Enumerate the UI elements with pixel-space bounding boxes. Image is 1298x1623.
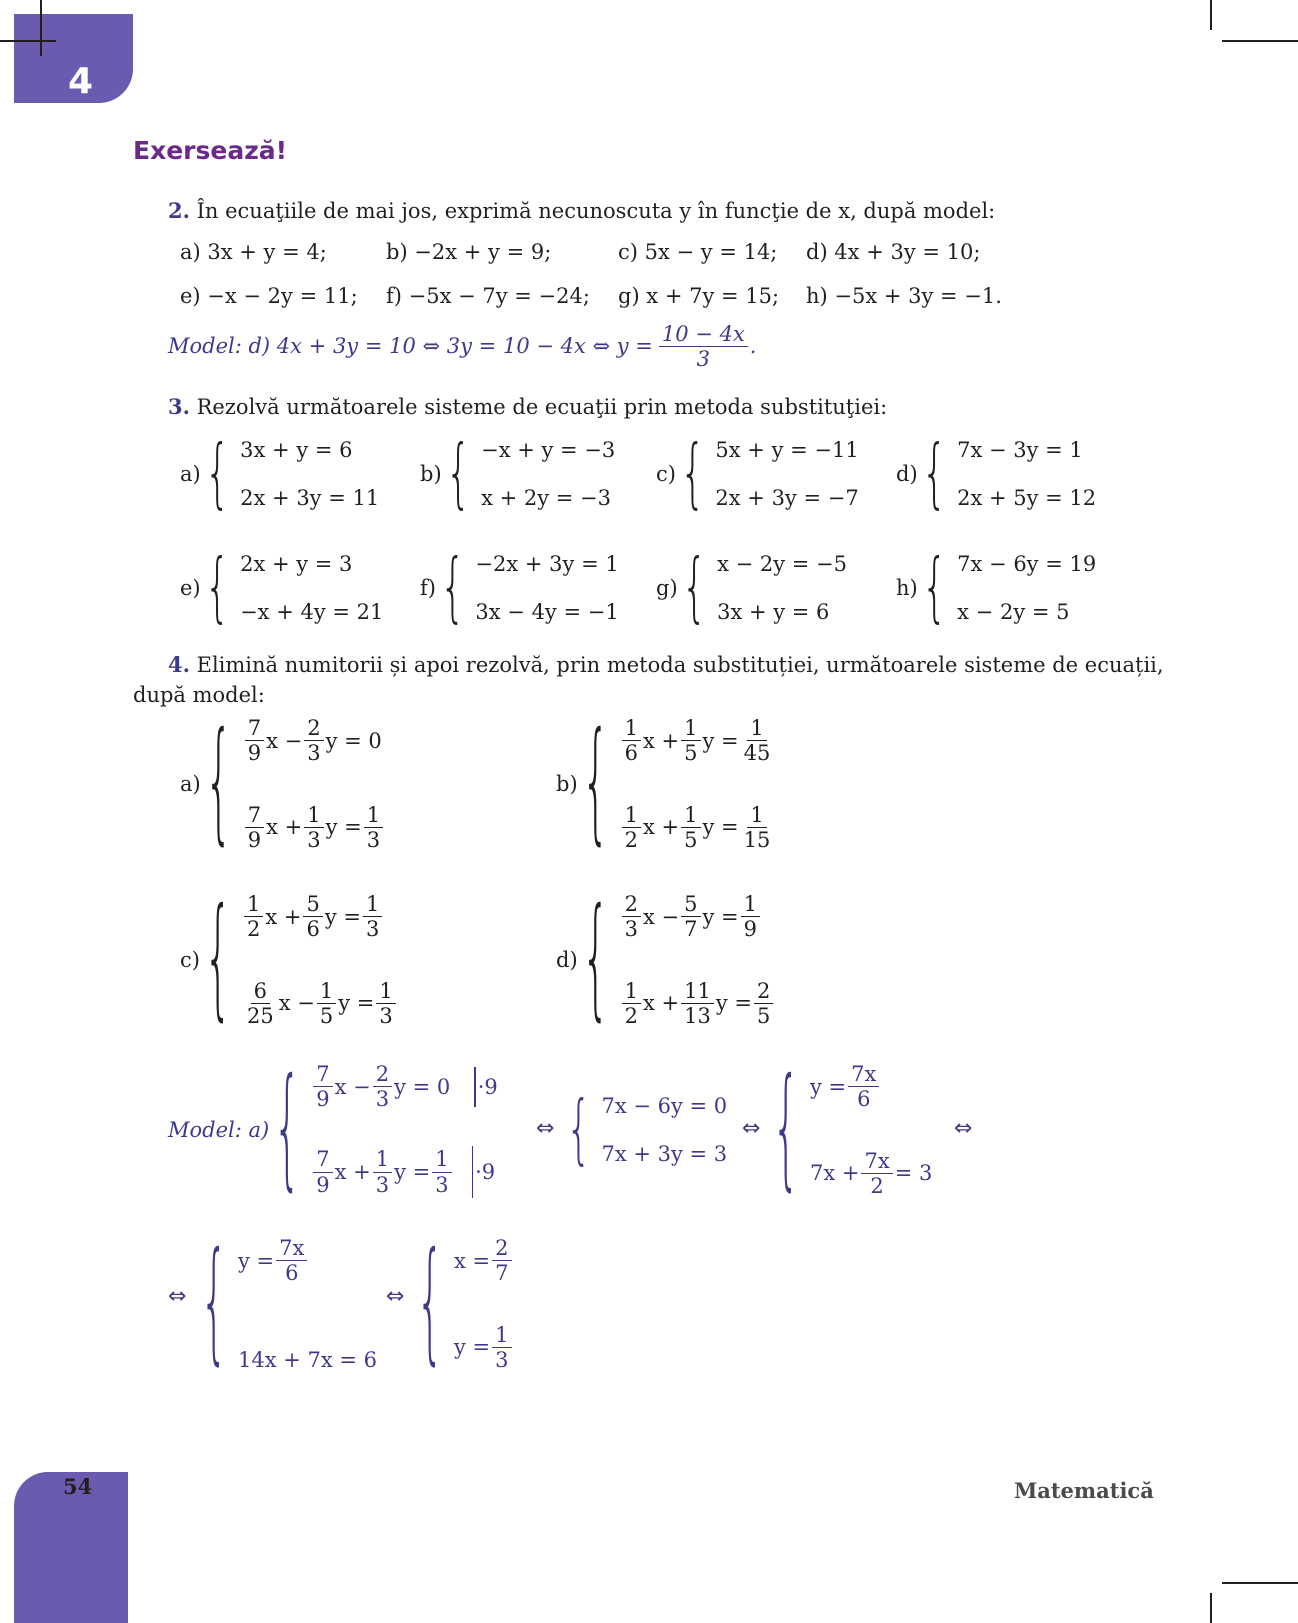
crop-mark xyxy=(1222,1582,1298,1584)
equation: 7x + 3y = 3 xyxy=(601,1142,728,1166)
fraction-numerator: 2 xyxy=(622,892,641,917)
equation: 5x + y = −11 xyxy=(715,438,859,462)
fraction-numerator: 7 xyxy=(313,1062,332,1087)
equation xyxy=(620,892,776,941)
fraction-denominator: 3 xyxy=(379,1003,393,1028)
fraction-numerator: 1 xyxy=(681,803,700,828)
equation: 3x + y = 6 xyxy=(717,600,830,624)
fraction xyxy=(313,1062,332,1111)
ex2-model xyxy=(168,322,756,371)
math-term: x + xyxy=(265,904,302,929)
equation: 2x + 3y = −7 xyxy=(715,486,859,510)
fraction-numerator: 1 xyxy=(622,979,641,1004)
fraction xyxy=(741,803,774,852)
fraction xyxy=(861,1149,892,1198)
equation-rows xyxy=(620,892,776,1028)
fraction xyxy=(681,716,700,765)
fraction xyxy=(304,803,323,852)
brace-symbol: { xyxy=(581,882,610,1035)
math-term: x − xyxy=(278,991,315,1016)
equation xyxy=(620,803,776,852)
math-term: y = xyxy=(394,1160,431,1184)
fraction-denominator: 9 xyxy=(743,917,758,942)
equation-rows xyxy=(242,892,398,1028)
system-label: f) xyxy=(420,576,436,600)
fraction xyxy=(622,716,641,765)
equation-rows xyxy=(481,438,615,510)
statement-text: după model: xyxy=(133,683,265,707)
fraction-numerator: 1 xyxy=(622,716,641,741)
fraction-numerator: 1 xyxy=(747,803,766,828)
equivalence-icon: ⇔ xyxy=(168,1284,187,1309)
fraction-numerator: 1 xyxy=(492,1323,511,1348)
fraction-denominator: 3 xyxy=(435,1172,449,1197)
fraction xyxy=(373,1147,392,1196)
crop-mark xyxy=(1222,40,1298,42)
fraction-numerator: 7 xyxy=(245,803,264,828)
ex4-model-step2 xyxy=(566,1086,728,1174)
system-label: h) xyxy=(896,576,918,600)
multiplier: ·9 xyxy=(477,1074,498,1099)
fraction-numerator: 1 xyxy=(364,803,383,828)
fraction-numerator: 10 − 4x xyxy=(659,322,748,347)
math-term: x + xyxy=(643,728,680,753)
ex2-item: f) −5x − 7y = −24; xyxy=(386,284,590,308)
system xyxy=(656,544,848,632)
brace-symbol: { xyxy=(566,1086,592,1174)
fraction-numerator: 7 xyxy=(245,716,264,741)
fraction-denominator: 5 xyxy=(757,1003,771,1028)
system xyxy=(896,544,1097,632)
exercise-2-statement xyxy=(168,198,995,224)
fraction-denominator: 3 xyxy=(624,917,639,942)
ex4-model-step1 xyxy=(168,1052,498,1205)
math-term: y = 0 xyxy=(325,728,382,753)
equivalence-icon: ⇔ xyxy=(954,1116,973,1141)
fraction-numerator: 2 xyxy=(373,1062,392,1087)
brace-symbol: { xyxy=(439,544,466,632)
equation: x − 2y = −5 xyxy=(717,552,848,576)
equation: 7x − 3y = 1 xyxy=(957,438,1083,462)
system xyxy=(420,430,616,518)
equivalence-icon: ⇔ xyxy=(536,1116,555,1141)
equation-rows xyxy=(957,438,1096,510)
math-term: x + xyxy=(266,815,303,840)
fraction-denominator: 3 xyxy=(366,827,381,852)
multiplier: ·9 xyxy=(475,1160,496,1184)
fraction-denominator: 2 xyxy=(624,1003,639,1028)
fraction-numerator: 2 xyxy=(304,716,323,741)
equation: −2x + 3y = 1 xyxy=(475,552,619,576)
math-term: x − xyxy=(643,904,680,929)
equation xyxy=(242,892,398,941)
exercise-number: 2. xyxy=(168,198,190,223)
equation: −x + y = −3 xyxy=(481,438,616,462)
system xyxy=(180,544,384,632)
system-label: g) xyxy=(656,576,678,600)
fraction-numerator: 1 xyxy=(373,1147,392,1172)
brace-symbol: { xyxy=(445,430,472,518)
fraction-denominator: 3 xyxy=(365,917,380,942)
math-term: x − xyxy=(334,1074,371,1099)
ex2-item: b) −2x + y = 9; xyxy=(386,240,552,264)
system-label: d) xyxy=(556,948,578,972)
brace-symbol: { xyxy=(203,882,232,1035)
crop-mark xyxy=(40,0,42,56)
fraction-denominator: 2 xyxy=(624,827,639,852)
system-label: c) xyxy=(180,948,200,972)
equation: 7x − 6y = 0 xyxy=(601,1094,728,1118)
fraction xyxy=(245,716,264,765)
equation: 14x + 7x = 6 xyxy=(238,1348,378,1372)
ex2-item: a) 3x + y = 4; xyxy=(180,240,327,264)
brace-symbol: { xyxy=(204,706,233,859)
fraction-denominator: 15 xyxy=(743,827,771,852)
fraction xyxy=(622,803,641,852)
fraction xyxy=(622,979,641,1028)
exercise-4-statement xyxy=(168,652,1164,678)
statement-text: Rezolvă următoarele sisteme de ecuaţii prin metoda substituţiei: xyxy=(196,395,888,419)
math-term: y = 0 xyxy=(394,1074,451,1099)
equation: 7x − 6y = 19 xyxy=(957,552,1097,576)
fraction-denominator: 3 xyxy=(495,1347,509,1372)
equation-rows xyxy=(243,716,385,852)
equation: 2x + 3y = 11 xyxy=(240,486,380,510)
math-term: = 3 xyxy=(894,1161,933,1186)
equation: 2x + 5y = 12 xyxy=(957,486,1097,510)
fraction xyxy=(304,716,323,765)
fraction-denominator: 9 xyxy=(247,827,262,852)
math-term: x − xyxy=(266,728,303,753)
fraction xyxy=(373,1062,392,1111)
model-label: Model: a) xyxy=(168,1118,270,1142)
fraction-numerator: 7 xyxy=(313,1147,332,1172)
fraction-denominator: 9 xyxy=(316,1172,330,1197)
fraction-numerator: 1 xyxy=(317,979,336,1004)
fraction-numerator: 7x xyxy=(276,1236,307,1261)
fraction-denominator: 45 xyxy=(743,741,771,766)
fraction-numerator: 11 xyxy=(681,979,714,1004)
fraction-denominator: 6 xyxy=(857,1087,871,1112)
ex4-model-step3 xyxy=(772,1052,933,1205)
fraction-system xyxy=(180,706,385,859)
fraction-denominator: 3 xyxy=(307,827,321,852)
brace-symbol: { xyxy=(921,430,948,518)
equation-rows xyxy=(475,552,618,624)
fraction-denominator: 13 xyxy=(684,1003,711,1028)
equation-rows xyxy=(454,1236,514,1372)
fraction-numerator: 1 xyxy=(432,1147,451,1172)
fraction-numerator: 5 xyxy=(303,892,322,917)
ex2-item: c) 5x − y = 14; xyxy=(618,240,778,264)
fraction-system xyxy=(180,882,398,1035)
fraction xyxy=(622,892,641,941)
equation xyxy=(620,716,776,765)
fraction-denominator: 2 xyxy=(870,1173,884,1198)
fraction-numerator: 7x xyxy=(848,1062,879,1087)
fraction-denominator: 7 xyxy=(495,1261,509,1286)
fraction xyxy=(376,979,395,1028)
equation xyxy=(242,979,398,1028)
fraction xyxy=(492,1323,511,1372)
equation-rows xyxy=(238,1236,377,1372)
fraction-denominator: 25 xyxy=(246,1003,274,1028)
equation: 3x − 4y = −1 xyxy=(475,600,619,624)
fraction xyxy=(492,1236,511,1285)
equation xyxy=(454,1236,514,1285)
brace-symbol: { xyxy=(204,430,231,518)
fraction xyxy=(245,803,264,852)
fraction-numerator: 1 xyxy=(363,892,382,917)
subject-label: Matematică xyxy=(1014,1478,1154,1503)
system-label: a) xyxy=(180,462,201,486)
brace-symbol: { xyxy=(416,1226,444,1379)
fraction xyxy=(848,1062,879,1111)
fraction-denominator: 6 xyxy=(306,917,320,942)
equation xyxy=(810,1149,932,1198)
fraction-numerator: 1 xyxy=(376,979,395,1004)
brace-symbol: { xyxy=(681,544,708,632)
math-term: y = xyxy=(702,815,739,840)
vertical-bar xyxy=(474,1067,476,1107)
fraction-denominator: 5 xyxy=(319,1003,334,1028)
equivalence-icon: ⇔ xyxy=(386,1284,405,1309)
equation xyxy=(243,716,385,765)
fraction xyxy=(681,892,700,941)
fraction-denominator: 5 xyxy=(684,827,698,852)
crop-mark xyxy=(1210,0,1212,30)
fraction xyxy=(681,979,714,1028)
math-term: y = xyxy=(702,904,739,929)
brace-symbol: { xyxy=(772,1052,800,1205)
ex2-item: e) −x − 2y = 11; xyxy=(180,284,358,308)
math-term: x + xyxy=(643,991,680,1016)
equivalence-icon: ⇔ xyxy=(742,1116,761,1141)
equation-rows xyxy=(240,552,383,624)
equation xyxy=(243,803,385,852)
equation-rows xyxy=(717,552,847,624)
math-term: y = xyxy=(238,1248,275,1273)
math-term: y = xyxy=(338,991,375,1016)
fraction xyxy=(313,1147,332,1196)
math-term: y = xyxy=(324,904,361,929)
fraction-numerator: 2 xyxy=(754,979,773,1004)
system xyxy=(420,544,619,632)
exercise-number: 4. xyxy=(168,652,190,677)
ex2-item: d) 4x + 3y = 10; xyxy=(806,240,981,264)
equation-rows xyxy=(810,1062,932,1198)
equation: 2x + y = 3 xyxy=(240,552,353,576)
math-term xyxy=(0,1472,14,1623)
fraction-numerator: 2 xyxy=(492,1236,511,1261)
equation xyxy=(311,1062,498,1111)
fraction-numerator: 1 xyxy=(304,803,323,828)
equation-rows xyxy=(620,716,776,852)
fraction-numerator: 6 xyxy=(251,979,270,1004)
fraction-numerator: 1 xyxy=(681,716,700,741)
math-term: x + xyxy=(334,1160,371,1184)
fraction-denominator: 7 xyxy=(684,917,698,942)
equation: x − 2y = 5 xyxy=(957,600,1070,624)
system xyxy=(656,430,859,518)
fraction xyxy=(432,1147,451,1196)
equation-rows xyxy=(715,438,858,510)
fraction xyxy=(741,716,774,765)
fraction xyxy=(244,892,263,941)
math-term: x = xyxy=(454,1248,491,1273)
equation-rows xyxy=(601,1094,727,1166)
system-label: a) xyxy=(180,772,201,796)
system-label: e) xyxy=(180,576,201,600)
fraction-numerator: 1 xyxy=(244,892,263,917)
system-label: b) xyxy=(420,462,442,486)
fraction-denominator: 3 xyxy=(375,1172,390,1197)
chapter-number: 4 xyxy=(68,61,94,102)
model-text: Model: d) 4x + 3y = 10 ⇔ 3y = 10 − 4x ⇔ y = xyxy=(168,334,653,359)
fraction-denominator: 9 xyxy=(247,741,262,766)
fraction xyxy=(276,1236,307,1285)
fraction-system xyxy=(556,882,775,1035)
fraction-denominator: 3 xyxy=(375,1087,390,1112)
exercise-3-statement xyxy=(168,394,887,420)
fraction-numerator: 7x xyxy=(861,1149,892,1174)
fraction-denominator: 9 xyxy=(316,1087,330,1112)
fraction xyxy=(317,979,336,1028)
fraction xyxy=(754,979,773,1028)
math-term: 7x + xyxy=(810,1161,860,1186)
brace-symbol: { xyxy=(921,544,948,632)
fraction-numerator: 5 xyxy=(681,892,700,917)
statement-text: În ecuaţiile de mai jos, exprimă necunoscuta y în funcţie de x, după model: xyxy=(196,199,996,223)
fraction xyxy=(363,892,382,941)
equation xyxy=(454,1323,514,1372)
brace-symbol: { xyxy=(679,430,706,518)
crop-mark xyxy=(1210,1593,1212,1623)
equation: x + 2y = −3 xyxy=(481,486,612,510)
fraction-numerator: 1 xyxy=(747,716,766,741)
equation: −x + 4y = 21 xyxy=(240,600,384,624)
fraction xyxy=(244,979,277,1028)
equation xyxy=(810,1062,932,1111)
fraction-numerator: 1 xyxy=(622,803,641,828)
equation xyxy=(311,1146,498,1198)
system xyxy=(896,430,1097,518)
math-term: y = xyxy=(454,1335,491,1360)
ex4-model-step4 xyxy=(200,1226,378,1379)
fraction xyxy=(741,892,760,941)
system-label: b) xyxy=(556,772,578,796)
fraction xyxy=(303,892,322,941)
fraction-denominator: 2 xyxy=(246,917,261,942)
equation xyxy=(620,979,776,1028)
equation-rows xyxy=(240,438,379,510)
statement-text: Elimină numitorii și apoi rezolvă, prin metoda substituției, următoarele sisteme de ecuații, xyxy=(196,653,1164,677)
math-term: y = xyxy=(810,1074,847,1099)
brace-symbol: { xyxy=(200,1226,228,1379)
brace-symbol: { xyxy=(581,706,610,859)
page-number: 54 xyxy=(63,1474,93,1499)
system-label: d) xyxy=(896,462,918,486)
brace-symbol: { xyxy=(204,544,231,632)
math-term: y = xyxy=(702,728,739,753)
fraction xyxy=(364,803,383,852)
ex4-model-step5 xyxy=(416,1226,514,1379)
math-term: y = xyxy=(325,815,362,840)
fraction-denominator: 3 xyxy=(307,741,321,766)
fraction-system xyxy=(556,706,775,859)
equation: 3x + y = 6 xyxy=(240,438,353,462)
brace-symbol: { xyxy=(273,1052,302,1205)
fraction-denominator: 6 xyxy=(285,1261,299,1286)
ex2-item: g) x + 7y = 15; xyxy=(618,284,780,308)
math-term: y = xyxy=(715,991,753,1016)
crop-mark xyxy=(0,40,56,42)
ex2-item: h) −5x + 3y = −1. xyxy=(806,284,1002,308)
fraction-denominator: 3 xyxy=(696,347,711,372)
equation-rows xyxy=(957,552,1096,624)
fraction-denominator: 6 xyxy=(624,741,639,766)
math-term: x + xyxy=(643,815,680,840)
system-label: c) xyxy=(656,462,676,486)
fraction xyxy=(681,803,700,852)
exercise-number: 3. xyxy=(168,394,190,419)
system xyxy=(180,430,380,518)
equation-rows xyxy=(311,1062,498,1198)
fraction xyxy=(659,322,748,371)
fraction-numerator: 1 xyxy=(741,892,760,917)
vertical-bar xyxy=(472,1146,474,1198)
model-period: . xyxy=(749,334,757,359)
section-title: Exersează! xyxy=(133,136,288,165)
fraction-denominator: 5 xyxy=(684,741,698,766)
equation xyxy=(238,1236,377,1285)
